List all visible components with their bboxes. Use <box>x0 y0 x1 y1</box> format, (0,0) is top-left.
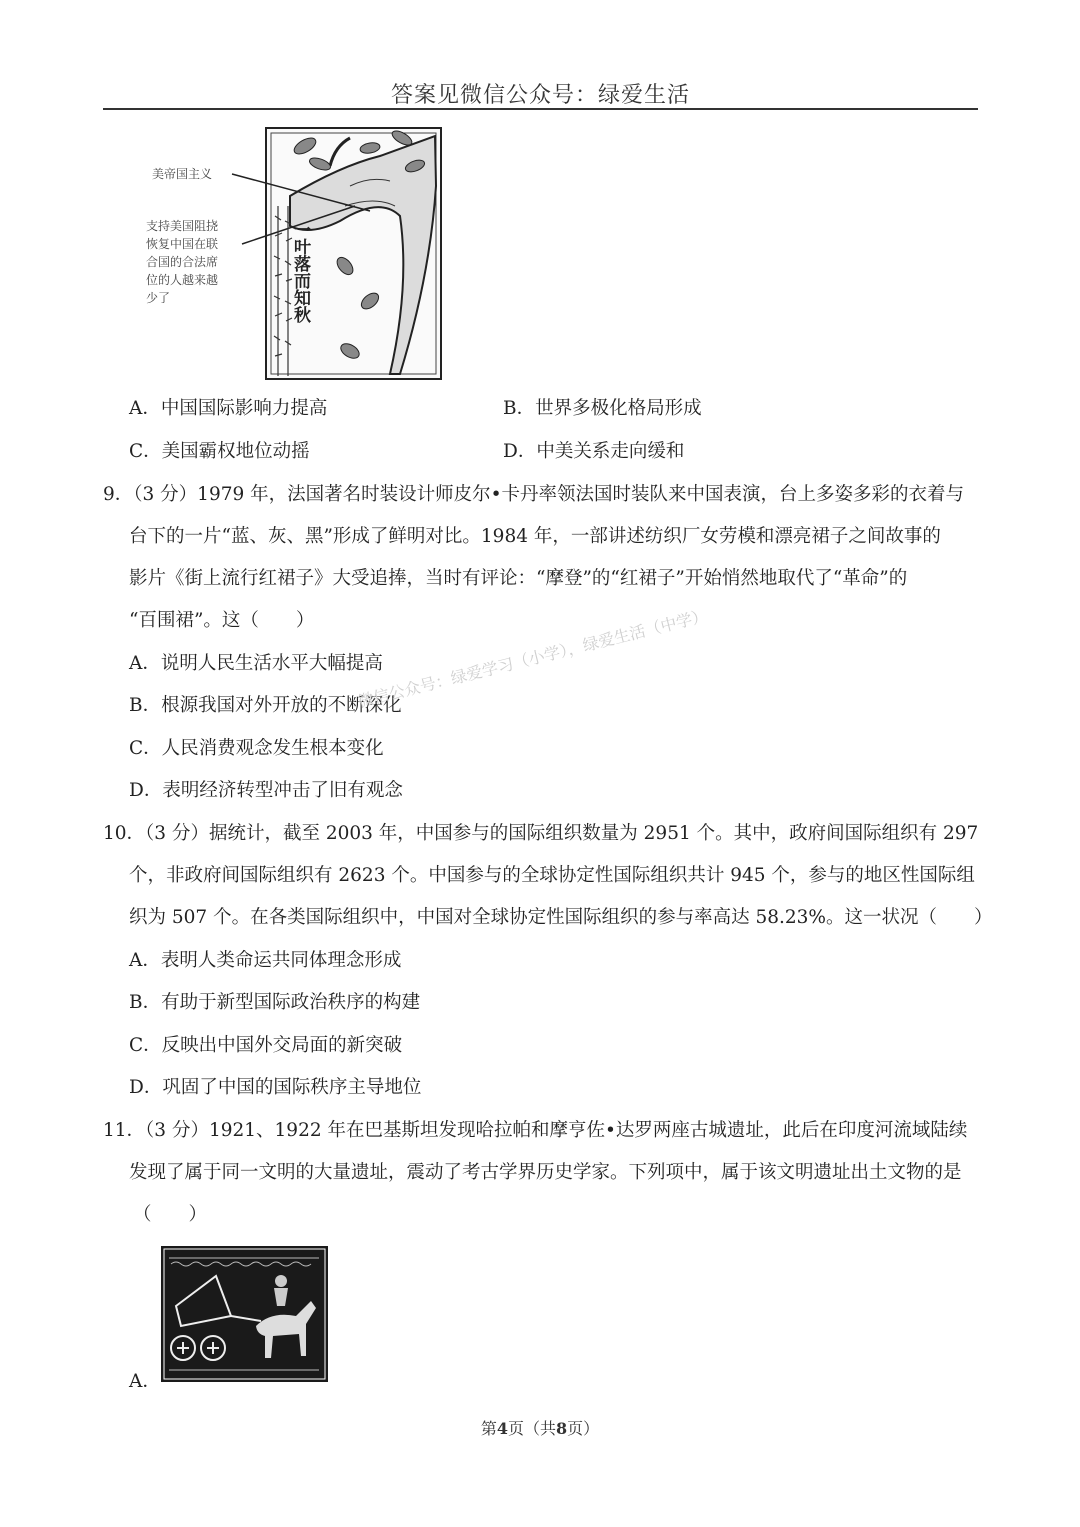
q10-stem-line: 织为 507 个。在各类国际组织中，中国对全球协定性国际组织的参与率高达 58.23%。这一状况（ ） <box>129 907 993 928</box>
q10-stem-line: 个，非政府间国际组织有 2623 个。中国参与的全球协定性国际组织共计 945 个，参与的地区性国际组 <box>129 865 975 886</box>
q10-stem-line: 10．（3 分）据统计，截至 2003 年，中国参与的国际组织数量为 2951 个。其中，政府间国际组织有 297 <box>103 823 979 844</box>
q9-stem-line: “百围裙”。这（ ） <box>129 610 315 631</box>
header-title: 答案见微信公众号：绿爱生活 <box>390 83 690 108</box>
q9-stem-line: 台下的一片“蓝、灰、黑”形成了鲜明对比。1984 年，一部讲述纺织厂女劳模和漂亮裙子之间故事的 <box>129 526 941 547</box>
cartoon-label-line: 少了 <box>146 291 171 305</box>
q8-option-a: A．中国国际影响力提高 <box>129 398 328 419</box>
q8-option-c: C．美国霸权地位动摇 <box>129 441 310 462</box>
watermark: 微信公众号：绿爱学习（小学），绿爱生活（中学） <box>355 605 710 712</box>
q10-option-d: D．巩固了中国的国际秩序主导地位 <box>129 1077 422 1098</box>
q11-option-a: A． <box>129 1371 161 1392</box>
q11-stem-line: （ ） <box>133 1204 208 1225</box>
cartoon-label-line: 合国的合法席 <box>146 255 219 269</box>
q10-option-a: A．表明人类命运共同体理念形成 <box>129 950 402 971</box>
page-header <box>103 74 978 110</box>
cartoon-label-line: 位的人越来越 <box>146 273 219 287</box>
q9-option-a: A．说明人民生活水平大幅提高 <box>129 653 383 674</box>
q9-stem-line: 9．（3 分）1979 年，法国著名时装设计师皮尔•卡丹率领法国时装队来中国表演，台上多姿多彩的衣着与 <box>103 484 965 505</box>
q10-option-c: C．反映出中国外交局面的新突破 <box>129 1035 403 1056</box>
cartoon-label-line: 恢复中国在联 <box>146 237 219 251</box>
q11-stem-line: 发现了属于同一文明的大量遗址，震动了考古学界历史学家。下列项中，属于该文明遗址出土文物的是 <box>129 1162 962 1183</box>
q10-option-b: B．有助于新型国际政治秩序的构建 <box>129 992 421 1013</box>
page-footer: 第4页（共8页） <box>480 1419 600 1438</box>
q9-option-d: D．表明经济转型冲击了旧有观念 <box>129 780 403 801</box>
cartoon-figure <box>140 126 445 382</box>
q9-option-c: C．人民消费观念发生根本变化 <box>129 738 384 759</box>
q8-option-d: D．中美关系走向缓和 <box>503 441 685 462</box>
cartoon-label-line: 支持美国阻挠 <box>146 219 219 233</box>
q8-option-b: B．世界多极化格局形成 <box>503 398 702 419</box>
q9-option-b: B．根源我国对外开放的不断深化 <box>129 695 402 716</box>
artifact-image <box>161 1246 328 1382</box>
q9-stem-line: 影片《街上流行红裙子》大受追捧，当时有评论：“摩登”的“红裙子”开始悄然地取代了“革命”的 <box>129 568 908 589</box>
cartoon-label-imperialism: 美帝国主义 <box>152 167 213 181</box>
q11-stem-line: 11．（3 分）1921、1922 年在巴基斯坦发现哈拉帕和摩亨佐•达罗两座古城遗址，此后在印度河流域陆续 <box>103 1120 968 1141</box>
cartoon-caption: 一叶落而知秋 <box>290 221 310 323</box>
